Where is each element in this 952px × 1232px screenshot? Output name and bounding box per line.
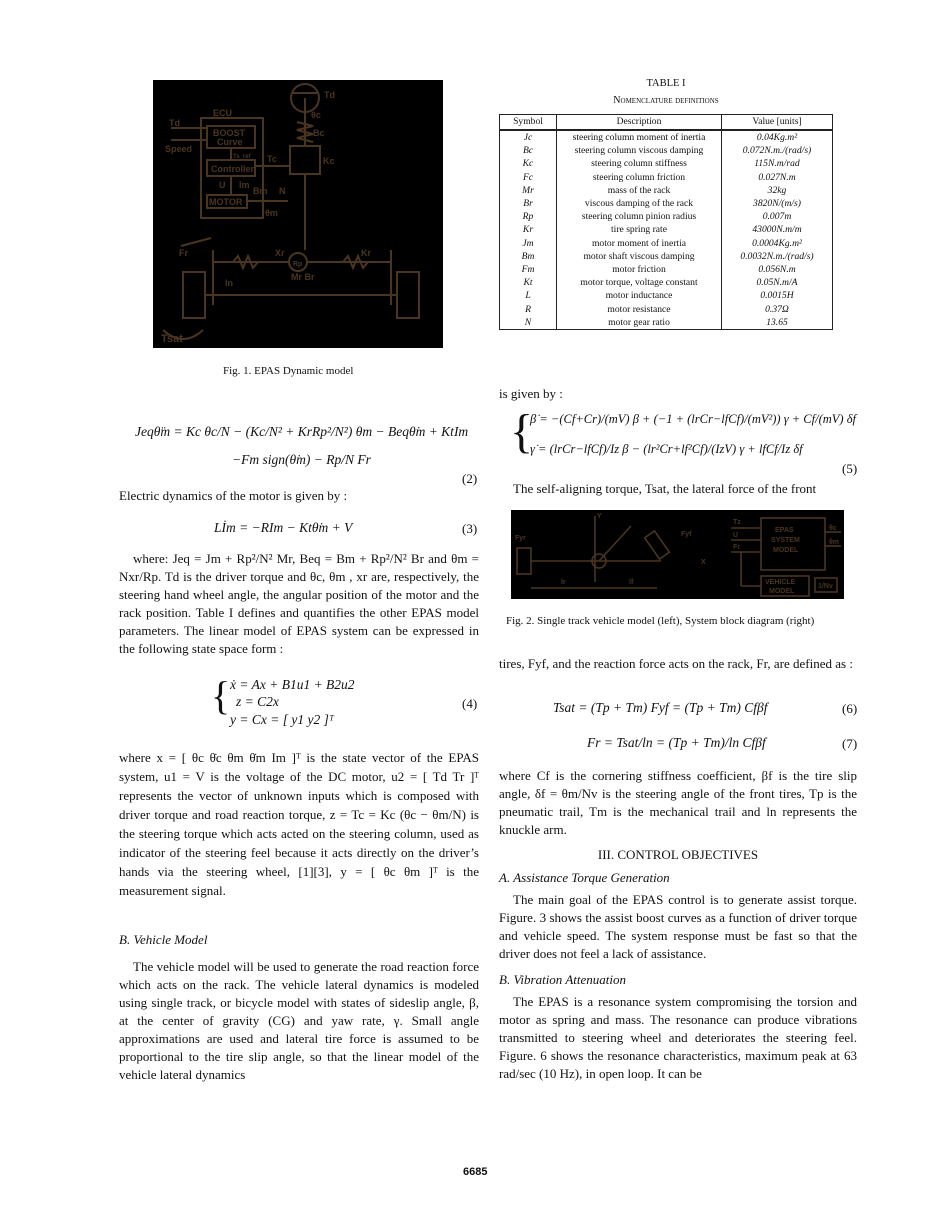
paragraph-text: where Cf is the cornering stiffness coefficient, βf is the tire slip angle, δf = θm/Nv is the steering angle of the front tires, Tp is the pneumatic trail, Tm is the mechanical trail and ln represents the knuckle arm.	[499, 768, 857, 837]
label-tsat: Tsat	[161, 333, 183, 345]
table-row	[500, 289, 833, 302]
brace-eq5: {	[510, 405, 534, 458]
table-row	[500, 157, 833, 170]
label-im: Im	[239, 180, 250, 190]
self-aligning-torque-text	[499, 480, 859, 498]
description-cell: mass of the rack	[557, 184, 722, 197]
equation-4-line-3: y = Cx = [ y1 y2 ]ᵀ	[230, 712, 335, 727]
description-cell: motor inductance	[557, 289, 722, 302]
value-cell: 0.0015H	[722, 289, 833, 302]
brace-eq4: {	[211, 673, 231, 718]
label-xr: Xr	[275, 248, 285, 258]
label-ln: ln	[225, 278, 233, 288]
symbol-cell: Kt	[500, 276, 557, 289]
equation-6-number: (6)	[842, 701, 858, 716]
equation-3: Lİm = −RIm − Ktθ̇m + V	[214, 520, 353, 535]
symbol-cell: Jc	[500, 130, 557, 144]
is-given-by-text: is given by :	[499, 386, 563, 401]
value-cell: 115N.m/rad	[722, 157, 833, 170]
paragraph-text: The vehicle model will be used to generate the road reaction force which acts on the rack. The vehicle lateral dynamics is modeled using single track, or bicycle model with states of sideslip angle, β, at the center of gravity (CG) and yaw rate, γ. Small angle approximations are used and lateral tire force is assumed to be proportional to the tire slip angle, so that the linear model of the vehicle lateral dynamics	[119, 959, 479, 1082]
table-row	[500, 316, 833, 330]
equation-7: Fr = Tsat/ln = (Tp + Tm)/ln Cfβf	[587, 735, 766, 750]
section-a-assistance-torque: A. Assistance Torque Generation	[499, 870, 670, 885]
table-row	[500, 144, 833, 157]
label-td-top: Td	[324, 90, 335, 100]
nomenclature-table	[499, 114, 833, 330]
value-cell: 0.0004Kg.m²	[722, 237, 833, 250]
paragraph-text: where x = [ θc θ̇c θm θ̇m Im ]ᵀ is the state vector of the EPAS system, u1 = V is the voltage of the DC motor, u2 = [ Td Tr ]ᵀ represents the vector of unknown inputs which is composed with driver torque and road reaction torque, z = Tc = Kc (θc − θm/N) is the steering torque which acts acted on the steering column, used as indicator of the steering feel because it acts directly on the driver’s hands via the steering wheel, [1][3], y = [ θc θm ]ᵀ is the measurement signal.	[119, 750, 479, 898]
label-bc: Bc	[313, 128, 325, 138]
label-u: U	[733, 532, 739, 539]
table-row	[500, 210, 833, 223]
paragraph-tires	[499, 655, 857, 673]
equation-4-line-1: ẋ = Ax + B1u1 + B2u2	[230, 677, 355, 692]
description-cell: steering column moment of inertia	[557, 130, 722, 144]
equation-6: Tsat = (Tp + Tm) Fyf = (Tp + Tm) Cfβf	[553, 700, 768, 715]
symbol-cell: Jm	[500, 237, 557, 250]
table-row	[500, 250, 833, 263]
value-cell: 13.65	[722, 316, 833, 330]
table-row	[500, 263, 833, 276]
electric-dynamics-text: Electric dynamics of the motor is given by :	[119, 488, 348, 503]
label-theta-m: θm	[829, 539, 840, 546]
symbol-cell: L	[500, 289, 557, 302]
symbol-cell: Bm	[500, 250, 557, 263]
equation-5-number: (5)	[842, 461, 858, 476]
description-cell: motor resistance	[557, 303, 722, 316]
label-mr-br: Mr Br	[291, 272, 315, 282]
figure-2-vehicle-and-block-diagram	[511, 510, 844, 599]
value-cell: 0.027N.m	[722, 171, 833, 184]
label-theta-c: θc	[829, 525, 837, 532]
table-row	[500, 184, 833, 197]
section-b-vibration-attenuation: B. Vibration Attenuation	[499, 972, 626, 987]
equation-7-number: (7)	[842, 736, 858, 751]
table-1-subtitle: Nomenclature definitions	[613, 95, 719, 106]
label-vehicle: VEHICLE	[765, 579, 796, 586]
value-cell: 32kg	[722, 184, 833, 197]
label-rp: Rp	[293, 261, 303, 268]
symbol-cell: Mr	[500, 184, 557, 197]
label-lr: lr	[561, 579, 566, 586]
paragraph-text: The self-aligning torque, Tsat, the lateral force of the front	[513, 481, 817, 496]
section-b-vehicle-model: B. Vehicle Model	[119, 932, 208, 947]
value-cell: 0.007m	[722, 210, 833, 223]
label-boost: BOOST	[213, 128, 246, 138]
column-header: Description	[557, 115, 722, 131]
label-curve: Curve	[217, 137, 243, 147]
table-1-title: TABLE I	[646, 78, 686, 89]
description-cell: motor torque, voltage constant	[557, 276, 722, 289]
figure-2-caption: Fig. 2. Single track vehicle model (left), System block diagram (right)	[506, 615, 815, 627]
label-lf: lf	[629, 579, 634, 586]
value-cell: 3820N/(m/s)	[722, 197, 833, 210]
label-fyr: Fyr	[515, 535, 526, 542]
column-header: Value [units]	[722, 115, 833, 131]
description-cell: viscous damping of the rack	[557, 197, 722, 210]
label-y: Y	[597, 513, 602, 520]
equation-5-line-1: β̇ = −(Cf+Cr)/(mV) β + (−1 + (lrCr−lfCf)/(mV²)) γ + Cf/(mV) δf	[530, 412, 856, 426]
label-u: U	[219, 180, 226, 190]
description-cell: motor gear ratio	[557, 316, 722, 330]
paragraph-assistance	[499, 891, 857, 963]
value-cell: 0.0032N.m./(rad/s)	[722, 250, 833, 263]
description-cell: tire spring rate	[557, 223, 722, 236]
label-td: Td	[169, 118, 180, 128]
paragraph-text: The main goal of the EPAS control is to generate assist torque. Figure. 3 shows the assist boost curves as a function of driver torque and vehicle speed. The system response must be fast so that the driver does not feel a lack of assistance.	[499, 892, 857, 961]
symbol-cell: Rp	[500, 210, 557, 223]
table-row	[500, 223, 833, 236]
symbol-cell: Fc	[500, 171, 557, 184]
symbol-cell: Kc	[500, 157, 557, 170]
label-fyf: Fyf	[681, 531, 692, 538]
paragraph-text: tires, Fyf, and the reaction force acts on the rack, Fr, are defined as :	[499, 656, 853, 671]
label-kr: Kr	[361, 248, 372, 258]
value-cell: 0.05N.m/A	[722, 276, 833, 289]
table-row	[500, 130, 833, 144]
label-n: N	[279, 186, 286, 196]
equation-3-number: (3)	[462, 521, 478, 536]
description-cell: motor shaft viscous damping	[557, 250, 722, 263]
symbol-cell: N	[500, 316, 557, 330]
label-controller: Controller	[211, 164, 255, 174]
table-row	[500, 237, 833, 250]
symbol-cell: Br	[500, 197, 557, 210]
column-header: Symbol	[500, 115, 557, 131]
symbol-cell: Kr	[500, 223, 557, 236]
equation-2-line-1: Jeqθ̈m = Kc θc/N − (Kc/N² + KrRp²/N²) θm − Beqθ̇m + KtIm	[135, 424, 469, 439]
label-system: SYSTEM	[771, 537, 800, 544]
label-theta-c: θc	[311, 110, 321, 120]
description-cell: steering column pinion radius	[557, 210, 722, 223]
label-ts-ref: Ts_ref	[233, 154, 251, 160]
label-tc: Tc	[267, 154, 277, 164]
label-tz: Tz	[733, 519, 741, 526]
symbol-cell: Fm	[500, 263, 557, 276]
symbol-cell: R	[500, 303, 557, 316]
label-theta-m: θm	[265, 208, 278, 218]
label-kc: Kc	[323, 156, 335, 166]
figure-1-epas-dynamic-model	[153, 80, 443, 348]
label-model: MODEL	[773, 547, 799, 554]
section-iii-control-objectives: III. CONTROL OBJECTIVES	[597, 847, 759, 862]
description-cell: steering column friction	[557, 171, 722, 184]
table-row	[500, 197, 833, 210]
equation-2-number: (2)	[462, 471, 478, 486]
label-epas: EPAS	[775, 527, 794, 534]
paragraph-text: The EPAS is a resonance system compromising the torsion and motor as spring and mass. The resonance can produce vibrations transmitted to steering wheel and deteriorates the steering feel. Figure. 6 shows the resonance characteristics, maximum peak at 63 rad/sec (10 Hz), in open loop. It can be	[499, 994, 857, 1081]
value-cell: 43000N.m/m	[722, 223, 833, 236]
label-motor: MOTOR	[209, 197, 243, 207]
label-bm: Bm	[253, 186, 268, 196]
table-row	[500, 303, 833, 316]
label-ecu: ECU	[213, 108, 233, 118]
description-cell: motor friction	[557, 263, 722, 276]
description-cell: steering column stiffness	[557, 157, 722, 170]
value-cell: 0.37Ω	[722, 303, 833, 316]
paragraph-text: where: Jeq = Jm + Rp²/N² Mr, Beq = Bm + Rp²/N² Br and θm = Nxr/Rp. Td is the driver torque and θc, θm , xr are, respectively, the steering hand wheel angle, the angular position of the motor and the rack position. Table I defines and quantifies the other EPAS model parameters. The linear model of EPAS system can be expressed in the following state space form :	[119, 551, 479, 656]
label-fr: Fr	[733, 544, 740, 551]
paragraph-vehicle-model	[119, 958, 479, 1084]
equation-4-number: (4)	[462, 696, 478, 711]
value-cell: 0.072N.m./(rad/s)	[722, 144, 833, 157]
equation-2-line-2: −Fm sign(θ̇m) − Rp/N Fr	[232, 452, 371, 467]
table-row	[500, 276, 833, 289]
equation-5-line-2: γ̇ = (lrCr−lfCf)/Iz β − (lr²Cr+lf²Cf)/(IzV) γ + lfCf/Iz δf	[530, 442, 803, 456]
description-cell: motor moment of inertia	[557, 237, 722, 250]
paragraph-vibration	[499, 993, 857, 1083]
label-fr: Fr	[179, 248, 188, 258]
equation-4-line-2: z = C2x	[236, 694, 279, 709]
label-x: X	[701, 559, 706, 566]
symbol-cell: Bc	[500, 144, 557, 157]
vehicle-block-diagram	[511, 510, 844, 599]
label-1-over-nv: 1/Nv	[818, 583, 833, 590]
table-row	[500, 171, 833, 184]
label-model-2: MODEL	[769, 588, 795, 595]
figure-1-caption: Fig. 1. EPAS Dynamic model	[223, 365, 354, 377]
page-number: 6685	[463, 1166, 488, 1178]
value-cell: 0.056N.m	[722, 263, 833, 276]
value-cell: 0.04Kg.m²	[722, 130, 833, 144]
label-speed: Speed	[165, 144, 193, 154]
paragraph-cornering	[499, 767, 857, 839]
epas-diagram	[153, 80, 443, 348]
paragraph-state-vector	[119, 748, 479, 900]
paragraph-where-jeq	[119, 550, 479, 658]
description-cell: steering column viscous damping	[557, 144, 722, 157]
